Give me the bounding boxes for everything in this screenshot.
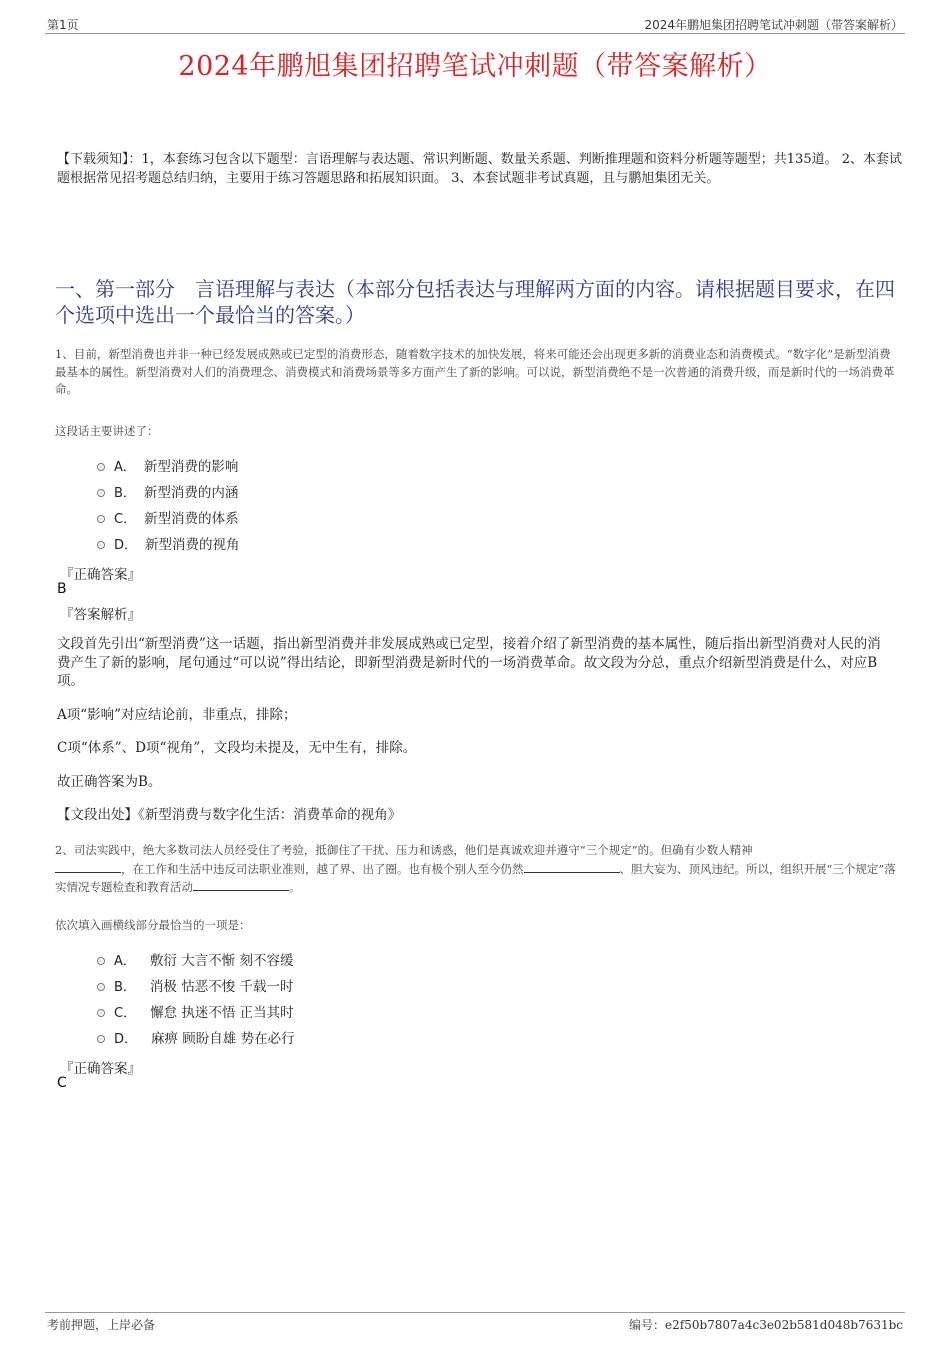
page-number: 第1页 bbox=[47, 18, 79, 32]
question-1-option-b[interactable] bbox=[97, 481, 238, 501]
option-letter: D． bbox=[114, 537, 138, 553]
radio-icon[interactable] bbox=[97, 957, 105, 965]
footer-divider bbox=[45, 1312, 905, 1313]
question-1-option-d[interactable] bbox=[97, 533, 240, 553]
option-text: 新型消费的视角 bbox=[145, 537, 240, 553]
option-letter: C． bbox=[114, 511, 137, 527]
radio-icon[interactable] bbox=[97, 463, 105, 471]
option-text: 麻痹 顾盼自雄 势在必行 bbox=[151, 1031, 295, 1047]
question-1-text: 1、目前，新型消费也并非一种已经发展成熟或已定型的消费形态，随着数字技术的加快发展，将来可能还会出现更多新的消费业态和消费模式。“数字化”是新型消费最基本的属性。新型消费对人们的消费理念、消费模式和消费场景等多方面产生了新的影响。可以说，新型消费绝不是一次普通的消费升级，而是新时代的一场消费革命。 bbox=[55, 347, 895, 396]
question-2-option-c[interactable] bbox=[97, 1001, 294, 1021]
fill-blank[interactable] bbox=[524, 860, 620, 873]
option-text: 新型消费的内涵 bbox=[143, 485, 239, 501]
header-divider bbox=[45, 33, 905, 34]
question-2-text-part: 、胆大妄为、顶风违纪。所以，组织开展“三个规定”落实情况专题检查和教育活动 bbox=[55, 861, 896, 894]
option-text: 懈怠 执迷不悟 正当其时 bbox=[150, 1005, 294, 1021]
question-1-source: 【文段出处】《新型消费与数字化生活：消费革命的视角》 bbox=[57, 807, 402, 823]
question-1-analysis-line: 故正确答案为B。 bbox=[57, 774, 162, 790]
question-2-option-b[interactable] bbox=[97, 975, 294, 995]
fill-blank[interactable] bbox=[193, 878, 289, 891]
option-letter: D． bbox=[114, 1031, 138, 1047]
question-1-analysis-line: A项“影响”对应结论前，非重点，排除； bbox=[57, 707, 297, 723]
question-2-text-part: 2、司法实践中，绝大多数司法人员经受住了考验，抵御住了干扰、压力和诱惑，他们是真诚欢迎并遵守“三个规定”的。但确有少数人精神 bbox=[55, 843, 753, 857]
option-letter: B． bbox=[114, 485, 136, 501]
question-2-option-a[interactable] bbox=[97, 949, 294, 969]
radio-icon[interactable] bbox=[97, 1009, 105, 1017]
question-1-analysis-paragraph: 文段首先引出“新型消费”这一话题，指出新型消费并非发展成熟或已定型，接着介绍了新型消费的基本属性，随后指出新型消费对人民的消费产生了新的影响，尾句通过“可以说”得出结论，即新型消费是新时代的一场消费革命。故文段为分总，重点介绍新型消费是什么，对应B项。 bbox=[57, 636, 881, 689]
page-title: 2024年鹏旭集团招聘笔试冲刺题（带答案解析） bbox=[178, 51, 772, 82]
radio-icon[interactable] bbox=[97, 541, 105, 549]
option-letter: C． bbox=[114, 1005, 137, 1021]
question-1-option-a[interactable] bbox=[97, 455, 238, 475]
option-letter: A． bbox=[114, 459, 136, 475]
header-doc-title: 2024年鹏旭集团招聘笔试冲刺题（带答案解析） bbox=[644, 18, 903, 32]
option-text: 新型消费的体系 bbox=[144, 511, 239, 527]
footer-slogan: 考前押题，上岸必备 bbox=[47, 1318, 156, 1332]
footer-document-id: 编号：e2f50b7807a4c3e02b581d048b7631bc bbox=[629, 1318, 903, 1332]
option-text: 新型消费的影响 bbox=[143, 459, 239, 475]
radio-icon[interactable] bbox=[97, 515, 105, 523]
question-2-text-part: ，在工作和生活中违反司法职业准则，越了界、出了圈。也有极个别人至今仍然 bbox=[121, 861, 524, 876]
fill-blank[interactable] bbox=[55, 860, 121, 873]
question-1-prompt: 这段话主要讲述了： bbox=[55, 424, 159, 438]
question-1-answer: B bbox=[57, 581, 67, 597]
radio-icon[interactable] bbox=[97, 983, 105, 991]
radio-icon[interactable] bbox=[97, 1035, 105, 1043]
download-notice: 【下载须知】：1，本套练习包含以下题型：言语理解与表达题、常识判断题、数量关系题、判断推理题和资料分析题等题型；共135道。 2、本套试题根据常见招考题总结归纳，主要用于练习答题思路和拓展知识面。 3、本套试题非考试真题，且与鹏旭集团无关。 bbox=[57, 152, 902, 186]
question-1-analysis-line: C项“体系”、D项“视角”，文段均未提及，无中生有，排除。 bbox=[57, 740, 417, 756]
section-heading: 一、第一部分 言语理解与表达（本部分包括表达与理解两方面的内容。请根据题目要求，在四个选项中选出一个最恰当的答案。） bbox=[55, 277, 895, 327]
question-2-text bbox=[55, 842, 900, 897]
question-1-analysis-label: 『答案解析』 bbox=[60, 607, 141, 623]
question-2-text-part: 。 bbox=[289, 880, 301, 894]
question-1-option-c[interactable] bbox=[97, 507, 239, 527]
question-1-answer-label: 『正确答案』 bbox=[60, 567, 141, 583]
question-2-answer-label: 『正确答案』 bbox=[60, 1061, 141, 1077]
option-letter: B． bbox=[114, 979, 136, 995]
radio-icon[interactable] bbox=[97, 489, 105, 497]
option-letter: A． bbox=[114, 953, 136, 969]
question-2-option-d[interactable] bbox=[97, 1027, 295, 1047]
option-text: 敷衍 大言不惭 刻不容缓 bbox=[149, 953, 294, 969]
option-text: 消极 怙恶不悛 千载一时 bbox=[149, 979, 294, 995]
question-2-answer: C bbox=[57, 1075, 67, 1091]
question-2-prompt: 依次填入画横线部分最恰当的一项是： bbox=[55, 918, 251, 932]
